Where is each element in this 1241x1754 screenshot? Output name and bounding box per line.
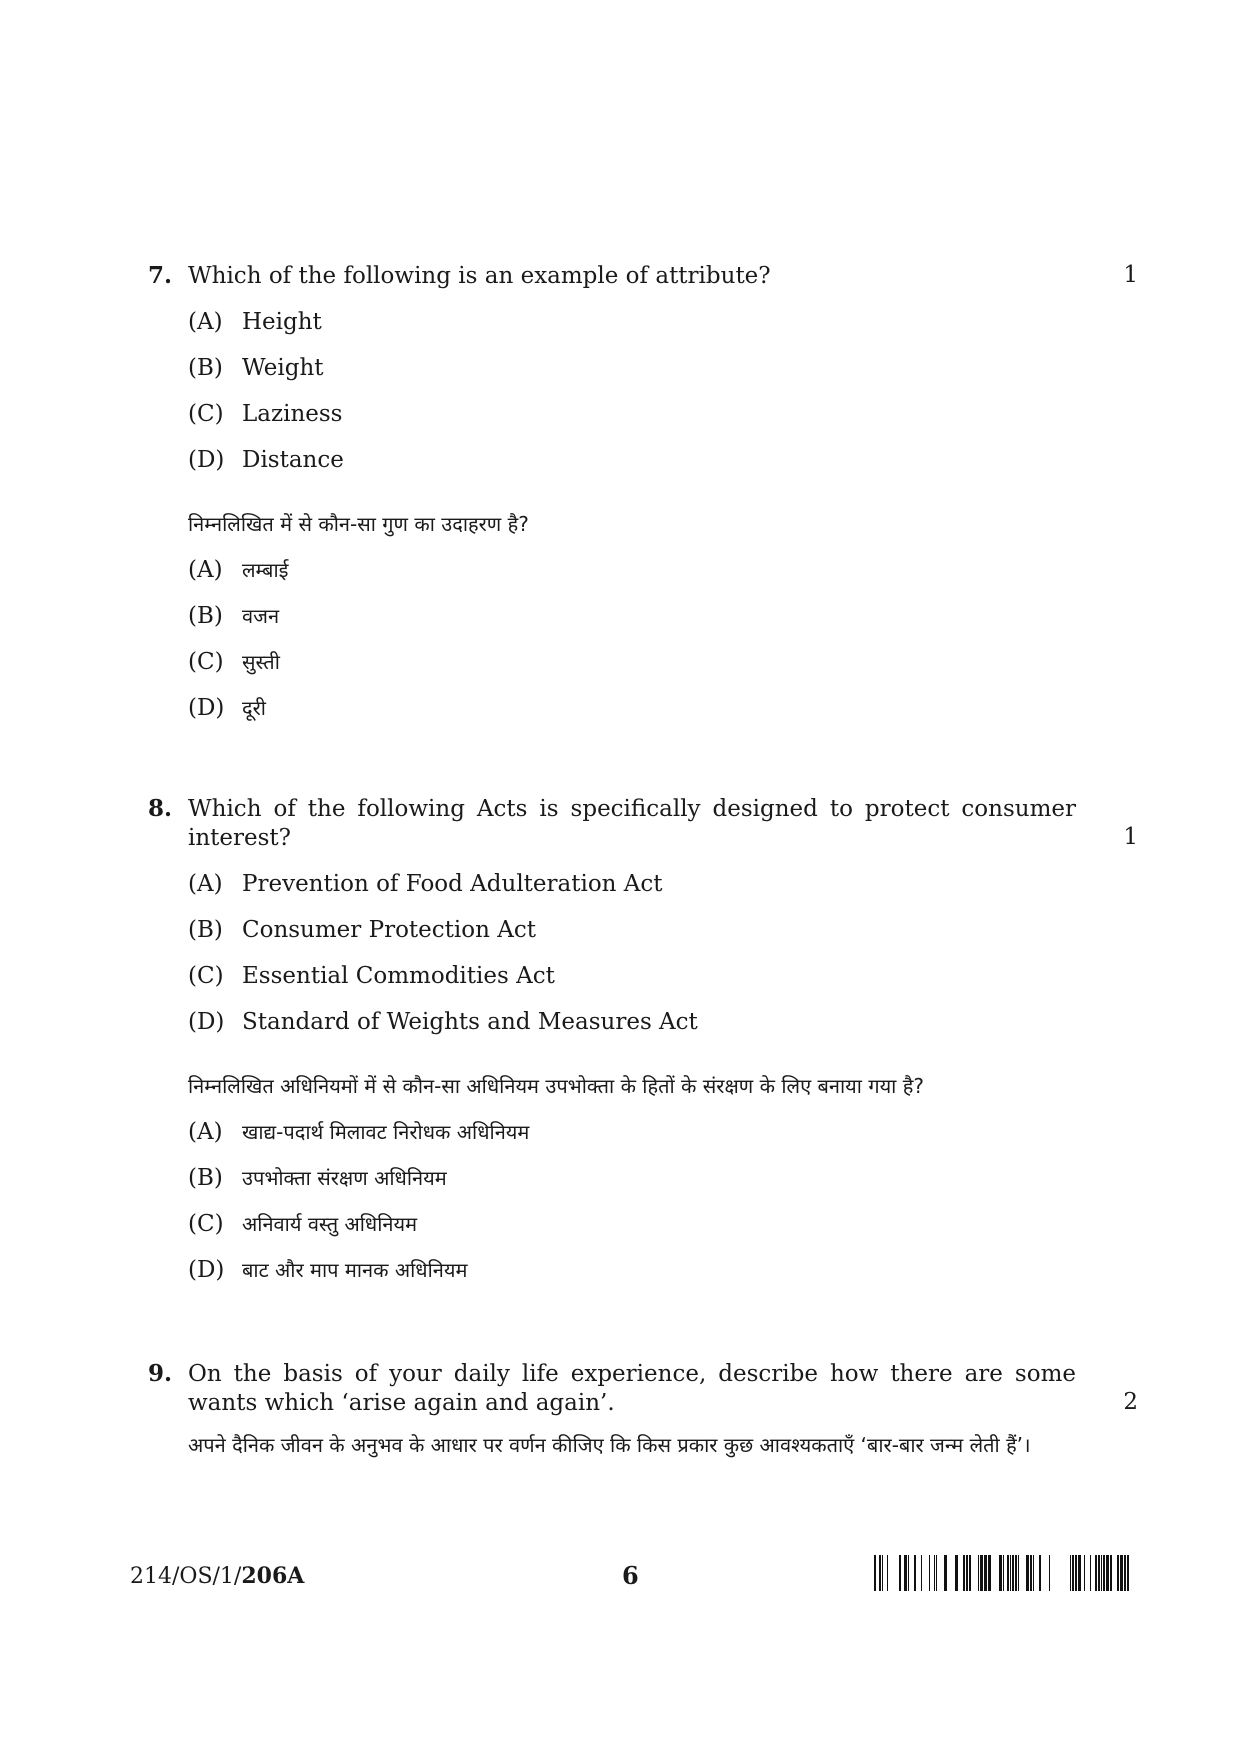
option-d: (D) Distance: [188, 447, 344, 473]
question-number: 9.: [148, 1360, 173, 1387]
question-marks: 1: [1123, 262, 1138, 288]
question-text: Which of the following is an example of attribute?: [188, 263, 771, 289]
question-marks: 2: [1123, 1389, 1138, 1415]
question-text: On the basis of your daily life experience, describe how there are some wants which ‘arise again and again’.: [188, 1361, 1076, 1416]
hindi-option-c: (C) अनिवार्य वस्तु अधिनियम: [188, 1211, 418, 1237]
option-a: (A) Prevention of Food Adulteration Act: [188, 871, 663, 897]
question-7: [148, 262, 1138, 731]
page-number: 6: [622, 1561, 639, 1590]
hindi-question-text: निम्नलिखित में से कौन-सा गुण का उदाहरण है?: [188, 512, 529, 536]
option-d: (D) Standard of Weights and Measures Act: [188, 1009, 698, 1035]
hindi-option-d: (D) दूरी: [188, 695, 266, 721]
hindi-option-d: (D) बाट और माप मानक अधिनियम: [188, 1257, 468, 1283]
paper-code: 214/OS/1/206A: [130, 1563, 305, 1589]
question-number: 8.: [148, 795, 173, 822]
question-8: [148, 795, 1138, 1293]
hindi-option-b: (B) उपभोक्ता संरक्षण अधिनियम: [188, 1165, 447, 1191]
question-number: 7.: [148, 262, 173, 289]
option-b: (B) Consumer Protection Act: [188, 917, 536, 943]
question-9: [148, 1360, 1138, 1462]
hindi-option-c: (C) सुस्ती: [188, 649, 280, 675]
hindi-question-text: निम्नलिखित अधिनियमों में से कौन-सा अधिनियम उपभोक्ता के हितों के संरक्षण के लिए बनाया गया है?: [188, 1074, 924, 1098]
page-footer: [130, 1555, 1130, 1595]
option-c: (C) Essential Commodities Act: [188, 963, 555, 989]
hindi-question-text: अपने दैनिक जीवन के अनुभव के आधार पर वर्णन कीजिए कि किस प्रकार कुछ आवश्यकताएँ ‘बार-बार जन्म लेती हैं’।: [188, 1433, 1031, 1457]
hindi-option-b: (B) वजन: [188, 603, 280, 629]
option-a: (A) Height: [188, 309, 322, 335]
option-c: (C) Laziness: [188, 401, 343, 427]
question-marks: 1: [1123, 824, 1138, 850]
barcode-image: [874, 1555, 1130, 1591]
hindi-option-a: (A) लम्बाई: [188, 557, 289, 583]
question-text: Which of the following Acts is specifically designed to protect consumer interest?: [188, 796, 1076, 851]
hindi-option-a: (A) खाद्य-पदार्थ मिलावट निरोधक अधिनियम: [188, 1119, 530, 1145]
option-b: (B) Weight: [188, 355, 324, 381]
